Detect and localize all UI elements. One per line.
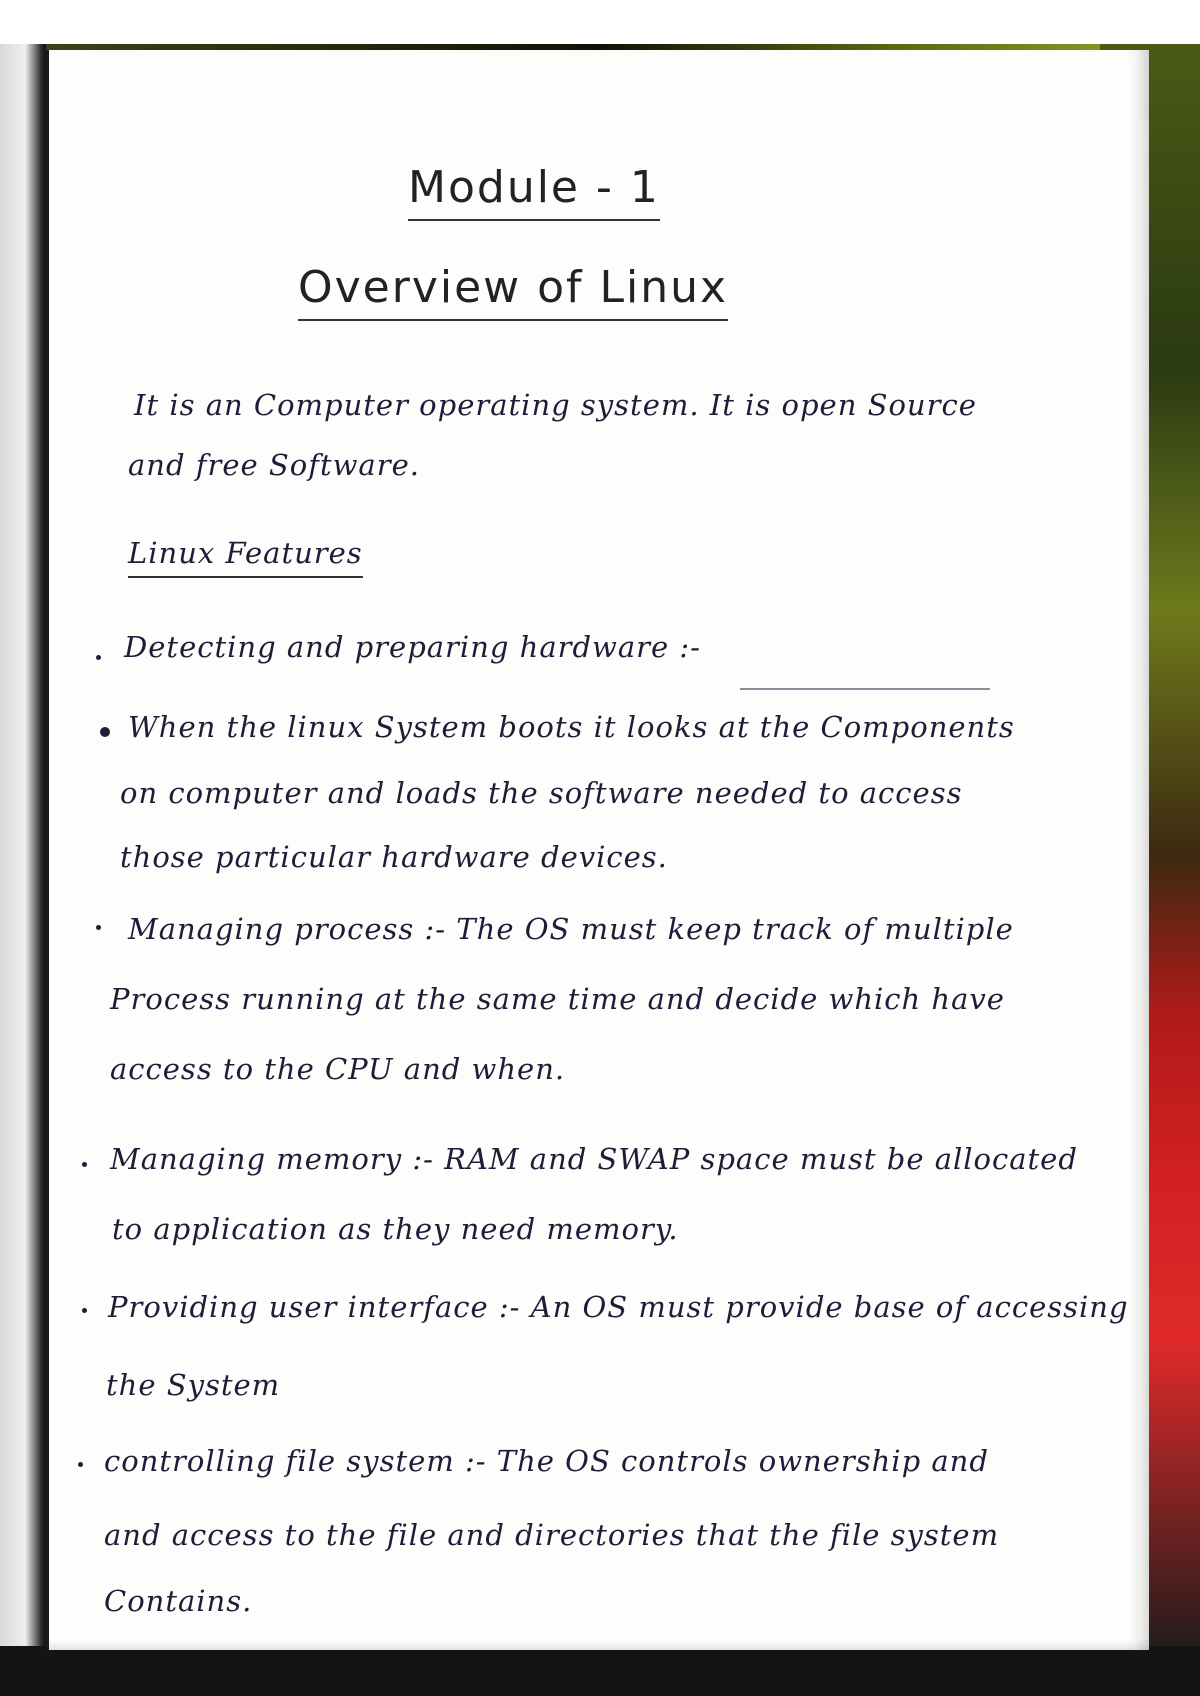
bullet-dot	[78, 1462, 83, 1467]
intro-line-1: It is an Computer operating system. It is open Source	[134, 388, 977, 422]
bullet-dot	[100, 727, 110, 737]
bullet-dot	[96, 655, 101, 660]
feature-line: Process running at the same time and decide which have	[110, 982, 1005, 1016]
feature-line: the System	[106, 1368, 281, 1402]
bullet-dot	[96, 925, 101, 930]
table-surface-bottom	[0, 1646, 1200, 1696]
feature-line: When the linux System boots it looks at the Components	[128, 710, 1015, 744]
bullet-dot	[82, 1308, 87, 1313]
feature-line: Contains.	[104, 1584, 253, 1618]
feature-line: access to the CPU and when.	[110, 1052, 566, 1086]
feature-line: Managing process :- The OS must keep track of multiple	[128, 912, 1014, 946]
feature-line: Managing memory :- RAM and SWAP space must be allocated	[110, 1142, 1078, 1176]
feature-line: on computer and loads the software needed to access	[120, 776, 963, 810]
binding-shadow	[0, 44, 46, 1664]
intro-line-2: and free Software.	[128, 448, 420, 482]
topic-title: Overview of Linux	[298, 262, 728, 321]
page-edge	[1139, 120, 1149, 1640]
feature-heading: Detecting and preparing hardware :-	[124, 630, 701, 664]
section-heading: Linux Features	[128, 536, 363, 578]
feature-line: to application as they need memory.	[112, 1212, 679, 1246]
blank-answer-line	[740, 688, 990, 690]
feature-line: those particular hardware devices.	[120, 840, 668, 874]
feature-line: Providing user interface :- An OS must provide base of accessing	[108, 1290, 1129, 1324]
bullet-dot	[82, 1162, 87, 1167]
feature-line: and access to the file and directories that the file system	[104, 1518, 1000, 1552]
feature-line: controlling file system :- The OS controls ownership and	[104, 1444, 989, 1478]
module-title: Module - 1	[408, 162, 660, 221]
